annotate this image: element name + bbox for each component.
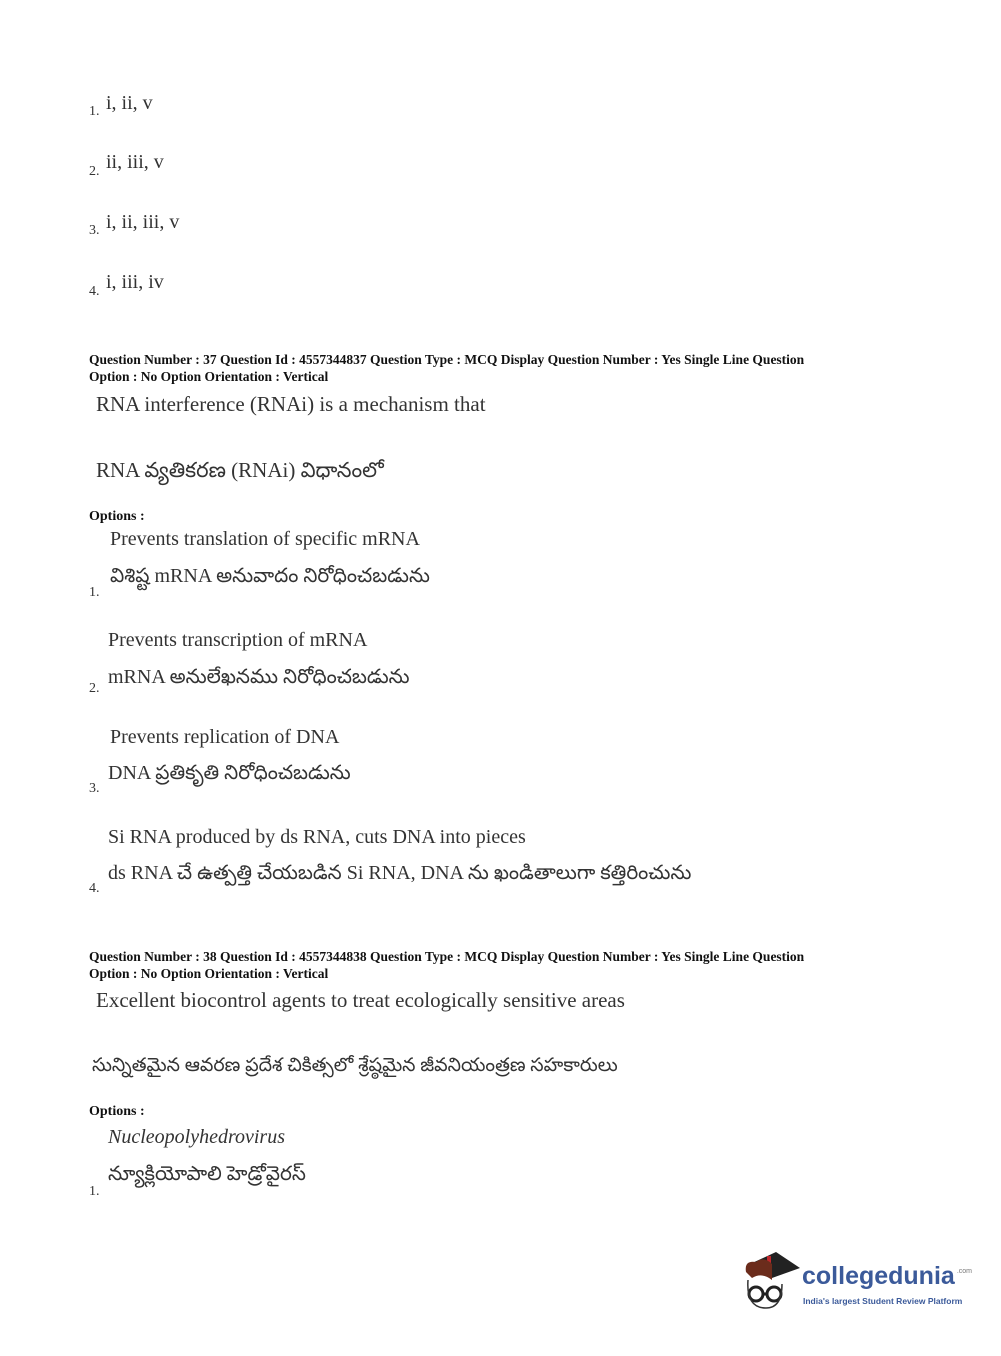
- option-text-te: న్యూక్లియోపాలి హెడ్రోవైరస్: [108, 1163, 306, 1185]
- question-text-en: Excellent biocontrol agents to treat ecologically sensitive areas: [96, 988, 625, 1012]
- options-label: Options :: [89, 509, 145, 524]
- collegedunia-logo: [742, 1250, 992, 1312]
- option-text: i, ii, iii, v: [106, 211, 180, 233]
- option-text-en: Prevents replication of DNA: [110, 726, 340, 748]
- question-meta: Question Number : 37 Question Id : 4557344837 Question Type : MCQ Display Question Number : Yes Single Line Question: [89, 352, 805, 367]
- question-meta: Question Number : 38 Question Id : 4557344838 Question Type : MCQ Display Question Number : Yes Single Line Question: [89, 949, 805, 964]
- question-text-te: RNA వ్యతికరణ (RNAi) విధానంలో: [96, 458, 384, 482]
- logo-suffix: .com: [956, 1268, 972, 1275]
- option-text: i, ii, v: [106, 92, 153, 114]
- question-text-en: RNA interference (RNAi) is a mechanism that: [96, 392, 486, 416]
- mascot-icon: [742, 1250, 802, 1312]
- option-number: 1.: [89, 104, 100, 119]
- option-number: 2.: [89, 164, 100, 179]
- options-label: Options :: [89, 1104, 145, 1119]
- logo-tagline: India's largest Student Review Platform: [803, 1296, 963, 1306]
- logo-wordmark: [802, 1262, 972, 1290]
- question-meta: Option : No Option Orientation : Vertical: [89, 966, 329, 981]
- logo-name: collegedunia: [802, 1262, 955, 1290]
- option-number: 4.: [89, 284, 100, 299]
- option-text-en: Nucleopolyhedrovirus: [108, 1126, 286, 1148]
- option-number: 3.: [89, 781, 100, 796]
- option-number: 1.: [89, 585, 100, 600]
- option-text-te: DNA ప్రతికృతి నిరోధించబడును: [108, 762, 351, 784]
- option-text-en: Prevents transcription of mRNA: [108, 629, 368, 651]
- option-text: ii, iii, v: [106, 151, 164, 173]
- option-number: 1.: [89, 1184, 100, 1199]
- option-number: 3.: [89, 223, 100, 238]
- option-text-te: ds RNA చే ఉత్పత్తి చేయబడిన Si RNA, DNA ను ఖండితాలుగా కత్తిరించును: [108, 862, 692, 884]
- option-text-en: Prevents translation of specific mRNA: [110, 528, 420, 550]
- question-meta: Option : No Option Orientation : Vertical: [89, 369, 329, 384]
- question-text-te: సున్నితమైన ఆవరణ ప్రదేశ చికిత్సలో శ్రేష్ఠమైన జీవనియంత్రణ సహకారులు: [92, 1055, 618, 1076]
- option-text-te: విశిష్ట mRNA అనువాదం నిరోధించబడును: [110, 565, 430, 587]
- option-text-en: Si RNA produced by ds RNA, cuts DNA into pieces: [108, 826, 526, 848]
- option-text-te: mRNA అనులేఖనము నిరోధించబడును: [108, 666, 410, 688]
- option-number: 4.: [89, 881, 100, 896]
- option-number: 2.: [89, 681, 100, 696]
- option-text: i, iii, iv: [106, 271, 164, 293]
